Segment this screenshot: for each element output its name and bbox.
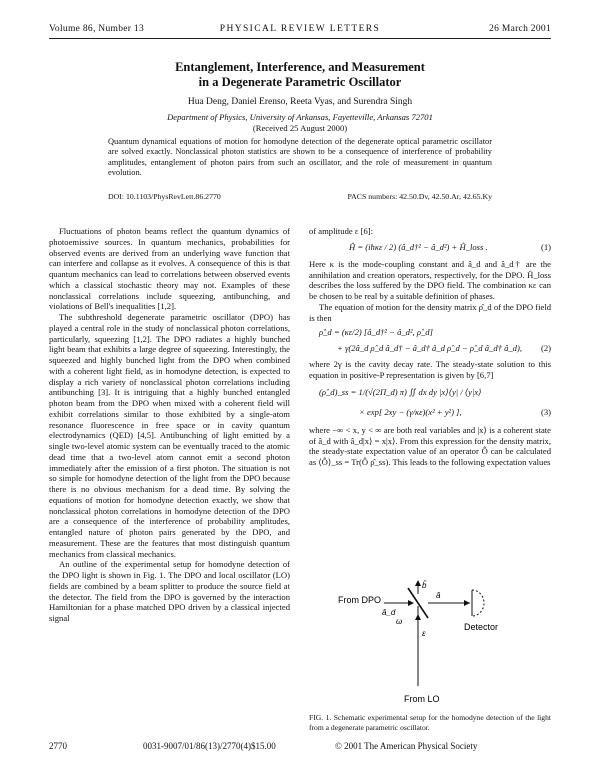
figure-symbol-omega: ω [396, 617, 403, 626]
paragraph: The equation of motion for the density matrix ρ̂_d of the DPO field is then [309, 301, 551, 323]
equation-3-line-2: × exp[ 2xy − (γ/κε)(x² + y²) ], [359, 406, 462, 417]
figure-label-detector: Detector [464, 622, 499, 632]
figure-symbol-b: b̂ [422, 581, 427, 590]
page-number: 2770 [49, 741, 67, 751]
equation-2 [309, 323, 551, 359]
figure-symbol-a: â [436, 591, 441, 600]
equation-2-number: (2) [540, 343, 551, 354]
abstract: Quantum dynamical equations of motion for homodyne detection of the degenerate optical parametric oscillator are solved exactly. Nonclassical photon statistics are shown to be a consequence of interference of probability amplitudes, entanglement of photon pairs from such an oscillator, and the role of measurement in quantum evolution. [108, 137, 492, 178]
reflected-beam-arrow-icon [415, 580, 421, 586]
left-column [49, 226, 290, 624]
title-line-2: in a Degenerate Parametric Oscillator [198, 75, 402, 89]
equation-2-line-1: ρ̂̇_d = (κε/2) [â_d†² − â_d², ρ̂_d] [319, 327, 433, 338]
received-date: (Received 25 August 2000) [252, 123, 348, 133]
equation-3-number: (3) [540, 406, 551, 417]
article-code: 0031-9007/01/86(13)/2770(4)$15.00 [143, 741, 276, 751]
paragraph: of amplitude ε [6]: [309, 226, 373, 236]
detector-icon [472, 590, 484, 616]
equation-3 [309, 381, 551, 425]
header-date: 26 March 2001 [489, 24, 551, 34]
doi: DOI: 10.1103/PhysRevLett.86.2770 [108, 192, 221, 201]
figure-label-from-dpo: From DPO [338, 595, 382, 605]
figure-1-caption: FIG. 1. Schematic experimental setup for the homodyne detection of the light from a degenerate parametric oscillator. [309, 713, 551, 732]
paragraph: where 2γ is the cavity decay rate. The steady-state solution to this equation in positive-P representation is given by [6,7] [309, 359, 551, 380]
header-volume: Volume 86, Number 13 [49, 24, 145, 34]
figure-label-from-lo: From LO [404, 694, 440, 704]
paragraph: Here κ is the mode-coupling constant and â_d and â_d† are the annihilation and creation operators, respectively, for the DPO. Ĥ_loss describes the loss suffered by the DPO field. The combination κε can be chosen to be real by a suitable definition of phases. [309, 258, 551, 301]
paragraph: An outline of the experimental setup for homodyne detection of the DPO light is shown in Fig. 1. The DPO and local oscillator (LO) fields are combined by a beam splitter to produce the source field at the detector. The field from the DPO is governed by the interaction Hamiltonian for a phase matched DPO driven by a classical injected signal [49, 559, 290, 623]
equation-1-number: (1) [540, 241, 551, 252]
header-rule [49, 38, 551, 39]
detector-beam-arrow-icon [464, 600, 470, 606]
title-line-1: Entanglement, Interference, and Measurement [175, 60, 425, 74]
equation-1 [309, 237, 551, 259]
equation-1-body: Ĥ = (iħκε / 2) (â_d†² − â_d²) + Ĥ_loss . [349, 241, 488, 252]
paragraph: The subthreshold degenerate parametric oscillator (DPO) has played a central role in the study of nonclassical photon correlations, particularly, squeezing [1,2]. The DPO radiates a highly bunched light beam that exhibits a large degree of squeezing. Interestingly, the squeezed and highly bunched light from the DPO when combined with a coherent light field, as in homodyne detection, is expected to display a rich variety of nonclassical photon correlations including antibunching [3]. It is intriguing that a highly bunched entangled photon beam from the DPO when mixed with a coherent field will exhibit correlations similar to those exhibited by a single-atom resonance fluorescence in free space or in cavity quantum electrodynamics (QED) [4,5]. Antibunching of light emitted by a single two-level atomic system can be eventually traced to the atomic dead time that a two-level atom cannot emit a second photon immediately after the emission of a first photon. The situation is not so simple for homodyne detection of the light from the DPO because there is no obvious mechanism for a dead time. By solving the equations of motion for homodyne detection exactly, we show that nonclassical photon correlations in homodyne detection of the DPO are a consequence of the interference of probability amplitudes, entangled nature of photon pairs generated by the DPO, and measurement. These are the features that most distinguish quantum mechanics from classical mechanics. [49, 312, 290, 559]
authors: Hua Deng, Daniel Erenso, Reeta Vyas, and Surendra Singh [187, 97, 413, 107]
pacs-numbers: PACS numbers: 42.50.Dv, 42.50.Ar, 42.65.Ky [347, 192, 492, 201]
paragraph: where −∞ < x, y < ∞ are both real variables and |x⟩ is a coherent state of â_d with â_d|x⟩ = x|x⟩. From this expression for the density matrix, the steady-state expectation value of an operator Ô can be calculated as ⟨Ô⟩_ss = Tr(Ô ρ̂_ss). This leads to the following expectation values [309, 424, 551, 467]
header-journal: PHYSICAL REVIEW LETTERS [219, 24, 381, 34]
equation-3-line-1: (ρ̂_d)_ss = 1/(√(2Π_d) π) ∬ dx dy |x⟩⟨y| / ⟨y|x⟩ [319, 386, 482, 397]
paper-title [100, 60, 500, 90]
dpo-beam-arrow-icon [408, 600, 414, 606]
right-column [309, 226, 551, 468]
figure-1-schematic [330, 578, 530, 710]
equation-2-line-2: + γ(2â_d ρ̂_d â_d† − â_d† â_d ρ̂_d − ρ̂_d â_d† â_d), [337, 343, 522, 354]
figure-symbol-epsilon: ε [422, 629, 426, 638]
lo-beam-arrow-icon [415, 614, 421, 620]
copyright: © 2001 The American Physical Society [335, 741, 478, 751]
affiliation: Department of Physics, University of Arkansas, Fayetteville, Arkansas 72701 [167, 112, 433, 122]
paragraph: Fluctuations of photon beams reflect the quantum dynamics of photoemissive sources. In quantum mechanics, probabilities for observed events are derived from an underlying wave function that can interfere and collapse as it evolves. A consequence of this is that quantum mechanics can lead to correlations between observed events which a classical stochastic theory may not. Examples of these nonclassical correlations include squeezing, antibunching, and violations of Bell's inequalities [1,2]. [49, 226, 290, 312]
figure-symbol-ad: â_d [382, 608, 396, 617]
